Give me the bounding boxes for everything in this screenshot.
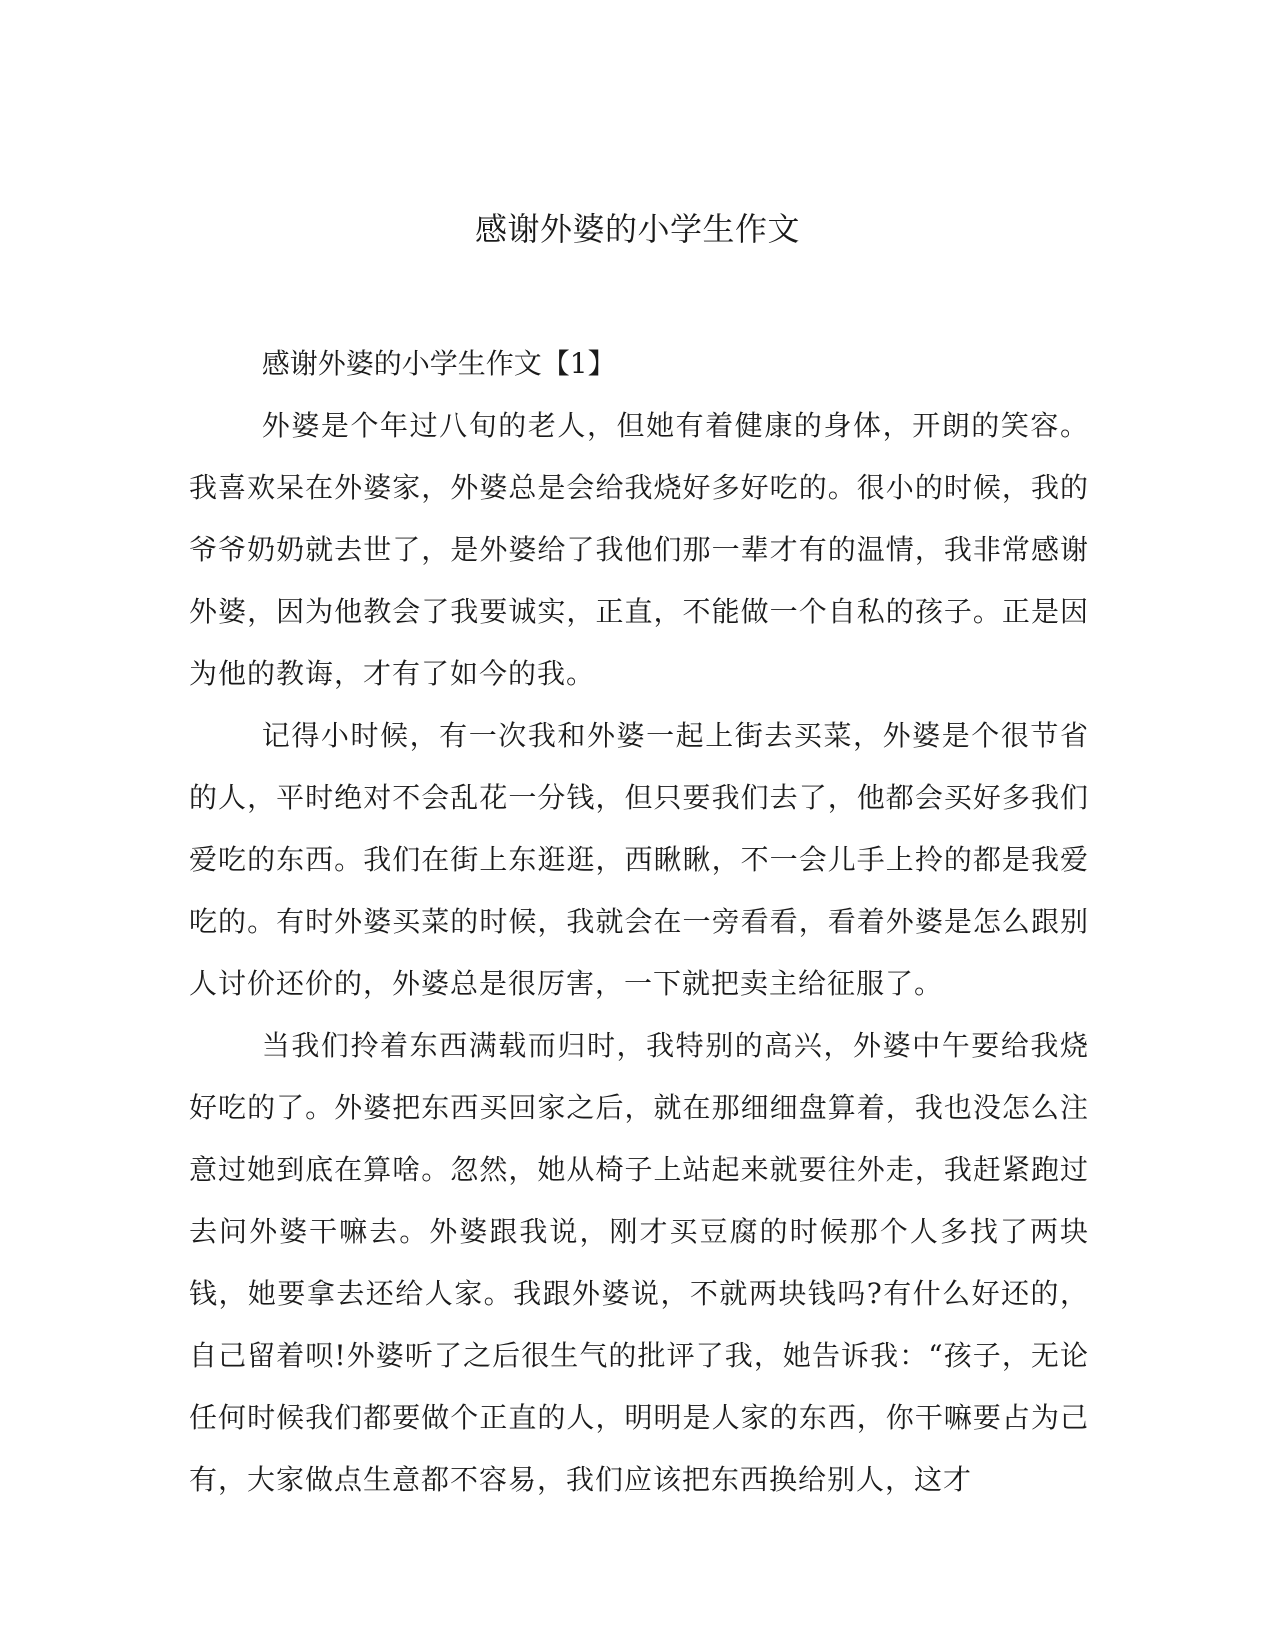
section-heading: 感谢外婆的小学生作文【1】	[261, 347, 616, 380]
document-body	[189, 333, 1089, 1511]
paragraph-3: 当我们拎着东西满载而归时，我特别的高兴，外婆中午要给我烧好吃的了。外婆把东西买回家之后，就在那细细盘算着，我也没怎么注意过她到底在算啥。忽然，她从椅子上站起来就要往外走，我赶紧跑过去问外婆干嘛去。外婆跟我说，刚才买豆腐的时候那个人多找了两块钱，她要拿去还给人家。我跟外婆说，不就两块钱吗?有什么好还的，自己留着呗!外婆听了之后很生气的批评了我，她告诉我：“孩子，无论任何时候我们都要做个正直的人，明明是人家的东西，你干嘛要占为己有，大家做点生意都不容易，我们应该把东西换给别人，这才	[189, 1029, 1089, 1496]
paragraph-2: 记得小时候，有一次我和外婆一起上街去买菜，外婆是个很节省的人，平时绝对不会乱花一分钱，但只要我们去了，他都会买好多我们爱吃的东西。我们在街上东逛逛，西瞅瞅，不一会儿手上拎的都是我爱吃的。有时外婆买菜的时候，我就会在一旁看看，看着外婆是怎么跟别人讨价还价的，外婆总是很厉害，一下就把卖主给征服了。	[189, 719, 1089, 1000]
paragraph-1: 外婆是个年过八旬的老人，但她有着健康的身体，开朗的笑容。我喜欢呆在外婆家，外婆总是会给我烧好多好吃的。很小的时候，我的爷爷奶奶就去世了，是外婆给了我他们那一辈才有的温情，我非常感谢外婆，因为他教会了我要诚实，正直，不能做一个自私的孩子。正是因为他的教诲，才有了如今的我。	[189, 409, 1089, 690]
document-title: 感谢外婆的小学生作文	[474, 210, 800, 248]
